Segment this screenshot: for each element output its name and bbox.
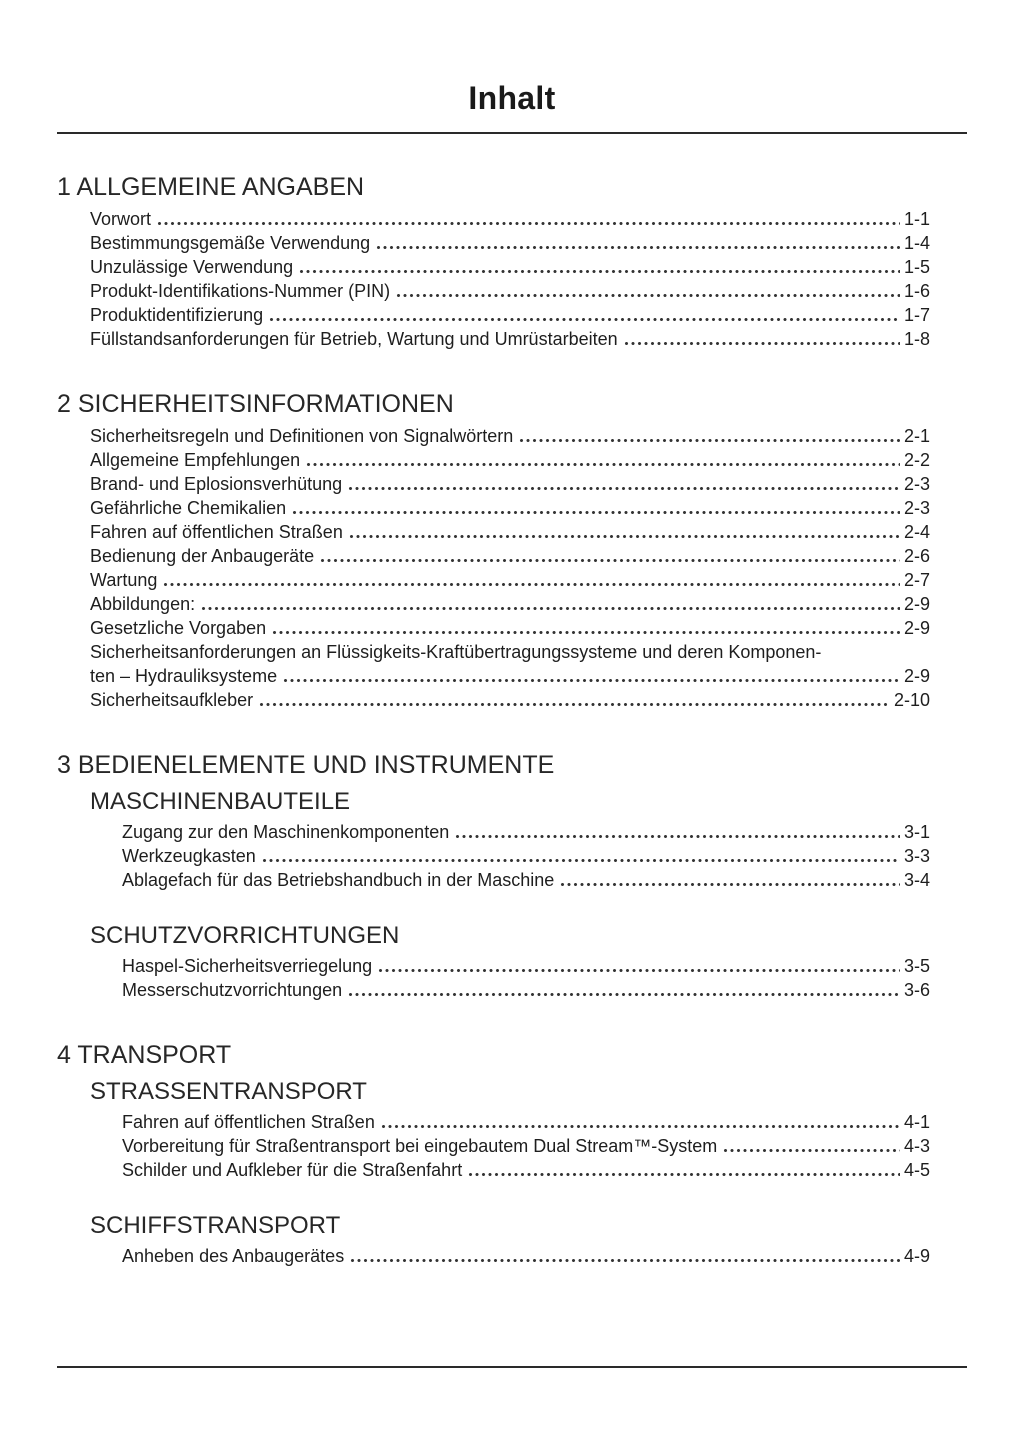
toc-leader-dots: [624, 342, 900, 345]
subsection-heading: STRASSENTRANSPORT: [90, 1078, 367, 1105]
toc-page-number: 2-1: [903, 426, 930, 446]
toc-entry-label: Brand- und Eplosionsverhütung: [90, 474, 343, 494]
toc-entry: [90, 664, 930, 688]
toc-entry-label: Sicherheitsregeln und Definitionen von Signalwörtern: [90, 426, 514, 446]
toc-entry-label: Gefährliche Chemikalien: [90, 498, 287, 518]
toc-entry-label: Sicherheitsanforderungen an Flüssigkeits-Kraftübertragungssysteme und deren Komponen-: [90, 642, 822, 662]
toc-entry-label: Vorbereitung für Straßentransport bei eingebautem Dual Stream™-System: [122, 1136, 718, 1156]
toc-page-number: 3-1: [903, 822, 930, 842]
toc-leader-dots: [560, 883, 900, 886]
toc-entry: [90, 616, 930, 640]
section-heading: 2 SICHERHEITSINFORMATIONEN: [57, 390, 454, 418]
toc-entry-label: Anheben des Anbaugerätes: [122, 1246, 345, 1266]
toc-page-number: 3-5: [903, 956, 930, 976]
toc-section-2: [57, 389, 967, 712]
toc-entry-list: [57, 1110, 967, 1182]
toc-leader-dots: [350, 1259, 900, 1262]
toc-entry-label: Wartung: [90, 570, 158, 590]
toc-entry: [122, 868, 930, 892]
toc-leader-dots: [262, 859, 900, 862]
title-divider: [57, 132, 967, 134]
bottom-divider: [57, 1366, 967, 1368]
toc-page-number: 3-3: [903, 846, 930, 866]
toc-entry-list: [57, 424, 967, 712]
toc-leader-dots: [348, 993, 900, 996]
toc-entry-label: ten – Hydrauliksysteme: [90, 666, 278, 686]
toc-leader-dots: [378, 969, 900, 972]
toc-entry-label: Füllstandsanforderungen für Betrieb, Wartung und Umrüstarbeiten: [90, 329, 618, 349]
toc-entry: [90, 544, 930, 568]
toc-leader-dots: [348, 487, 900, 490]
toc-leader-dots: [283, 679, 900, 682]
toc-page-number: 2-9: [903, 618, 930, 638]
toc-entry: [90, 255, 930, 279]
toc-entry: [90, 472, 930, 496]
toc-leader-dots: [163, 583, 900, 586]
toc-page-number: 4-3: [903, 1136, 930, 1156]
toc-entry-label: Gesetzliche Vorgaben: [90, 618, 267, 638]
toc-entry: [90, 448, 930, 472]
toc-page-number: 2-3: [903, 474, 930, 494]
toc-leader-dots: [157, 222, 900, 225]
toc-entry-label: Produkt-Identifikations-Nummer (PIN): [90, 281, 391, 301]
toc-entry: [122, 1110, 930, 1134]
toc-page-number: 1-7: [903, 305, 930, 325]
toc-entry: [90, 279, 930, 303]
toc-leader-dots: [259, 703, 890, 706]
toc-leader-dots: [272, 631, 900, 634]
toc-entry: [90, 496, 930, 520]
toc-page-number: 1-4: [903, 233, 930, 253]
toc-entry: [90, 592, 930, 616]
subsection-heading: SCHIFFSTRANSPORT: [90, 1212, 341, 1239]
toc-entry: [90, 303, 930, 327]
toc-leader-dots: [396, 294, 900, 297]
toc-entry: [90, 327, 930, 351]
toc-entry-label: Produktidentifizierung: [90, 305, 264, 325]
section-heading: 4 TRANSPORT: [57, 1041, 232, 1069]
toc-section-4: [57, 1040, 967, 1268]
toc-leader-dots: [723, 1149, 900, 1152]
toc-section-3: [57, 750, 967, 1002]
toc-entry-label: Sicherheitsaufkleber: [90, 690, 254, 710]
toc-entry-label: Haspel-Sicherheitsverriegelung: [122, 956, 373, 976]
toc-entry-list: [57, 820, 967, 892]
toc-entry: [90, 520, 930, 544]
toc-page-number: 3-4: [903, 870, 930, 890]
toc-leader-dots: [381, 1125, 900, 1128]
section-heading: 1 ALLGEMEINE ANGABEN: [57, 173, 365, 201]
toc-page-number: 2-10: [893, 690, 930, 710]
toc-leader-dots: [320, 559, 900, 562]
toc-page-number: 1-1: [903, 209, 930, 229]
toc-subsection: [57, 1078, 967, 1182]
toc-leader-dots: [519, 439, 900, 442]
toc-entry-list: [57, 1244, 967, 1268]
toc-entry-label: Unzulässige Verwendung: [90, 257, 294, 277]
toc-section-1: [57, 172, 967, 351]
toc-entry-list: [57, 207, 967, 351]
toc-page-number: 1-6: [903, 281, 930, 301]
toc-page-number: 2-3: [903, 498, 930, 518]
toc-entry-label: Allgemeine Empfehlungen: [90, 450, 301, 470]
toc-entry-label: Bestimmungsgemäße Verwendung: [90, 233, 371, 253]
toc-leader-dots: [349, 535, 900, 538]
toc-leader-dots: [299, 270, 900, 273]
subsection-heading: SCHUTZVORRICHTUNGEN: [90, 922, 400, 949]
toc-page-number: 2-4: [903, 522, 930, 542]
toc-entry-label: Bedienung der Anbaugeräte: [90, 546, 315, 566]
toc-leader-dots: [292, 511, 900, 514]
toc-page-number: 2-7: [903, 570, 930, 590]
toc-entry: [90, 568, 930, 592]
toc-entry: [90, 231, 930, 255]
toc-page-number: 2-9: [903, 594, 930, 614]
toc-page-number: 2-9: [903, 666, 930, 686]
toc-entry: [122, 844, 930, 868]
toc-leader-dots: [376, 246, 900, 249]
toc-entry: [122, 1244, 930, 1268]
toc-entry-label: Abbildungen:: [90, 594, 196, 614]
section-heading: 3 BEDIENELEMENTE UND INSTRUMENTE: [57, 751, 555, 779]
toc-subsection: [57, 788, 967, 892]
toc-entry-label: Werkzeugkasten: [122, 846, 256, 866]
toc-entry-label: Messerschutzvorrichtungen: [122, 980, 343, 1000]
toc-page-number: 4-5: [903, 1160, 930, 1180]
toc-leader-dots: [455, 835, 900, 838]
toc-entry-label: Vorwort: [90, 209, 152, 229]
toc-entry: [90, 688, 930, 712]
subsection-heading: MASCHINENBAUTEILE: [90, 788, 351, 815]
toc-leader-dots: [269, 318, 900, 321]
toc-entry: [122, 978, 930, 1002]
toc-entry: [122, 1134, 930, 1158]
toc-leader-dots: [201, 607, 900, 610]
page-title: Inhalt: [468, 80, 556, 116]
toc-entry-label: Schilder und Aufkleber für die Straßenfahrt: [122, 1160, 463, 1180]
toc-page-number: 1-5: [903, 257, 930, 277]
toc-entry: [122, 954, 930, 978]
toc-entry-label: Fahren auf öffentlichen Straßen: [122, 1112, 375, 1132]
toc-entry-list: [57, 954, 967, 1002]
toc-entry: [90, 424, 930, 448]
toc-leader-dots: [468, 1173, 900, 1176]
toc-entry-label: Zugang zur den Maschinenkomponenten: [122, 822, 450, 842]
toc-entry: [122, 1158, 930, 1182]
toc-entry-continuation: [90, 640, 930, 664]
toc-page-number: 1-8: [903, 329, 930, 349]
toc-page-number: 3-6: [903, 980, 930, 1000]
toc-subsection: [57, 922, 967, 1002]
toc-page-number: 4-1: [903, 1112, 930, 1132]
toc-entry-label: Ablagefach für das Betriebshandbuch in der Maschine: [122, 870, 555, 890]
toc-page-number: 2-6: [903, 546, 930, 566]
toc-entry: [90, 207, 930, 231]
toc-entry: [122, 820, 930, 844]
toc-leader-dots: [306, 463, 900, 466]
toc-subsection: [57, 1212, 967, 1268]
toc-page-number: 4-9: [903, 1246, 930, 1266]
toc-page-number: 2-2: [903, 450, 930, 470]
toc-entry-label: Fahren auf öffentlichen Straßen: [90, 522, 343, 542]
